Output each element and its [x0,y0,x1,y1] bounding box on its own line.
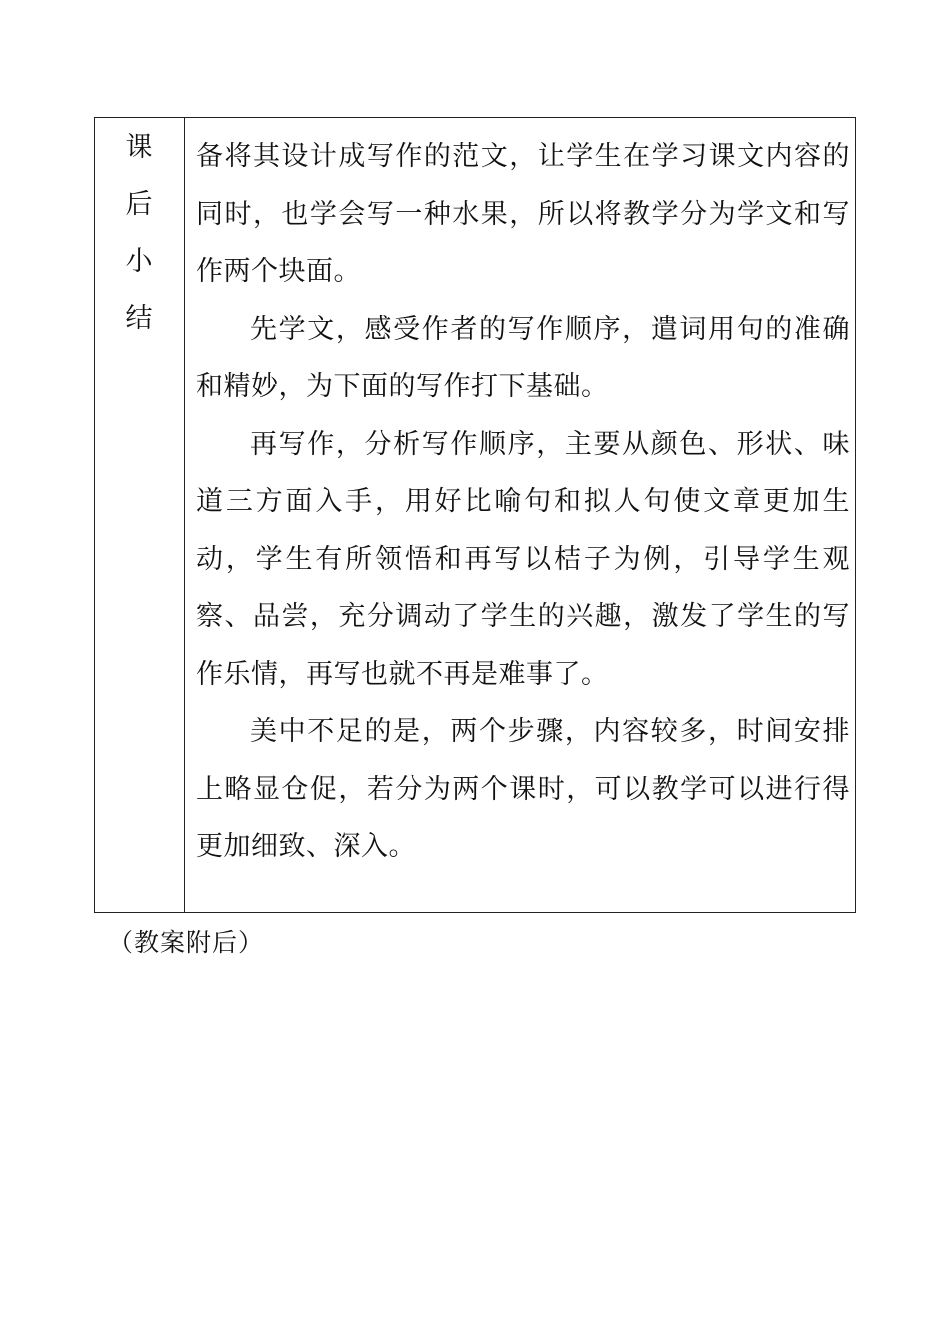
footnote: （教案附后） [108,928,265,957]
column-divider [184,117,185,913]
section-label-char: 后 [125,189,153,220]
paragraph-continuation: 备将其设计成写作的范文，让学生在学习课文内容的同时，也学会写一种水果，所以将教学分为学文和写作两个块面。 [196,141,850,287]
section-label-char: 结 [125,303,153,334]
reflection-content [196,128,850,876]
section-label-char: 小 [125,246,153,277]
paragraph-shortcoming: 美中不足的是，两个步骤，内容较多，时间安排上略显仓促，若分为两个课时，可以教学可以进行得更加细致、深入。 [196,716,850,862]
section-label-char: 课 [125,132,153,163]
paragraph-study-text: 先学文，感受作者的写作顺序，遣词用句的准确和精妙，为下面的写作打下基础。 [196,313,850,402]
paragraph-writing: 再写作，分析写作顺序，主要从颜色、形状、味道三方面入手，用好比喻句和拟人句使文章更加生动，学生有所领悟和再写以桔子为例，引导学生观察、品尝，充分调动了学生的兴趣，激发了学生的写作乐情，再写也就不再是难事了。 [196,428,850,690]
